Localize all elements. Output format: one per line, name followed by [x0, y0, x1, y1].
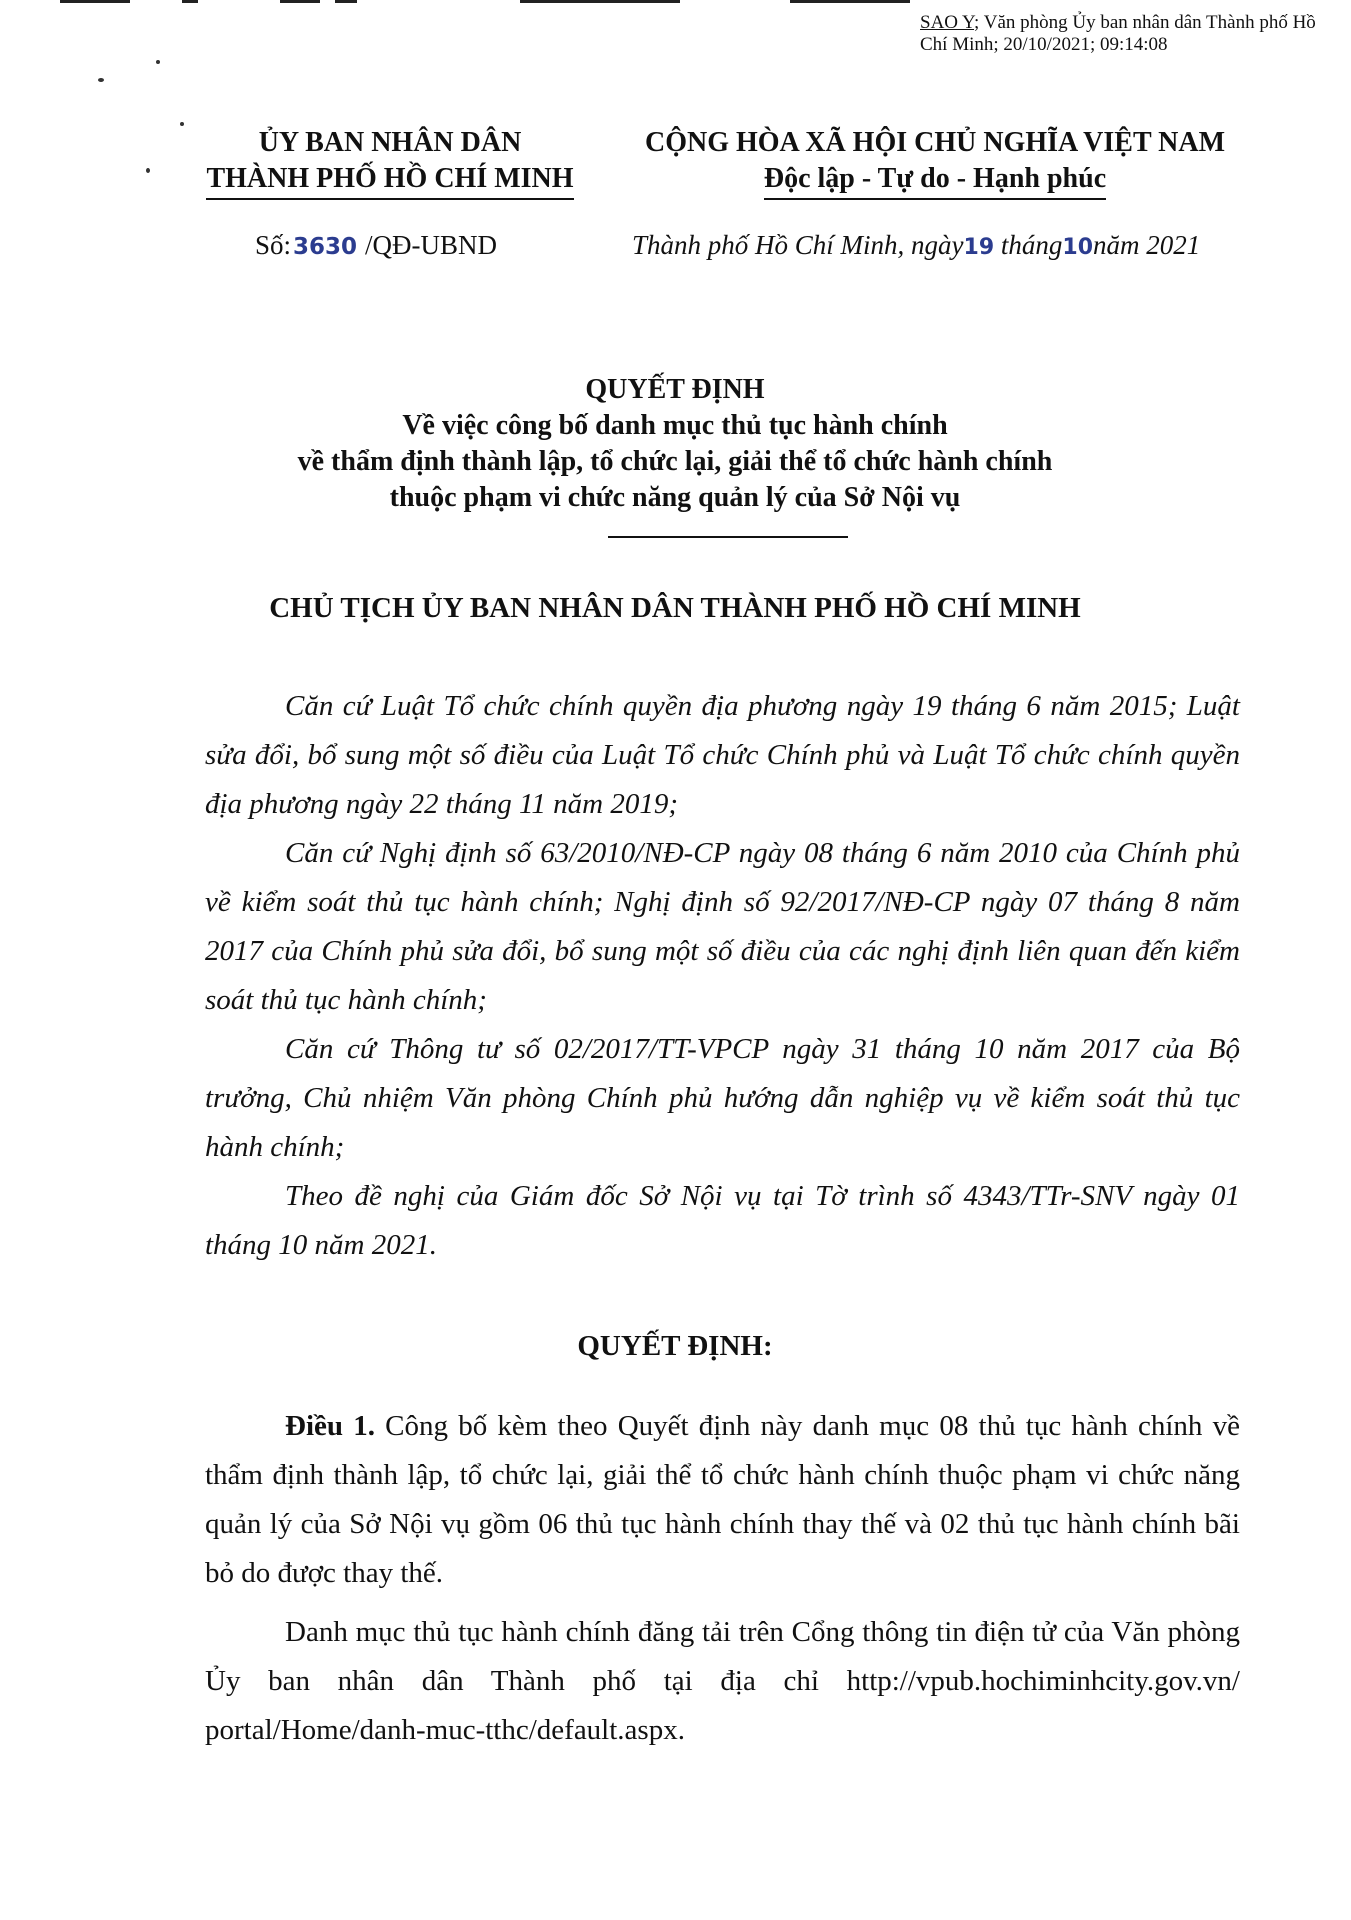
- issue-date-place: Thành phố Hồ Chí Minh, ngày: [632, 230, 964, 260]
- document-number: [255, 230, 497, 261]
- title-line1: Về việc công bố danh mục thủ tục hành chính: [402, 410, 948, 441]
- scan-top-marks: [0, 0, 1351, 6]
- decision-heading: QUYẾT ĐỊNH:: [577, 1330, 773, 1362]
- national-motto: [615, 125, 1255, 200]
- document-number-suffix: /QĐ-UBND: [365, 230, 498, 260]
- scan-speck: [146, 168, 150, 173]
- scan-speck: [98, 78, 104, 82]
- title-line2: về thẩm định thành lập, tổ chức lại, giải thể tổ chức hành chính: [297, 446, 1053, 477]
- preamble-basis-2: Căn cứ Nghị định số 63/2010/NĐ-CP ngày 08 tháng 6 năm 2010 của Chính phủ về kiểm soát thủ tục hành chính; Nghị định số 92/2017/NĐ-CP ngày 07 tháng 8 năm 2017 của Chính phủ sửa đổi, bổ sung một số điều của các nghị định liên quan đến kiểm soát thủ tục hành chính;: [205, 837, 1240, 1016]
- preamble-proposal: Theo đề nghị của Giám đốc Sở Nội vụ tại Tờ trình số 4343/TTr-SNV ngày 01 tháng 10 năm 2021.: [205, 1180, 1240, 1261]
- issue-date-month: 10: [1062, 235, 1094, 260]
- copy-stamp-prefix: SAO Y: [920, 12, 975, 33]
- article-1-para-2: Danh mục thủ tục hành chính đăng tải trên Cổng thông tin điện tử của Văn phòng Ủy ban nhân dân Thành phố tại địa chỉ http://vpub.hochiminhcity.gov.vn/ portal/Home/danh-muc-tthc/default.aspx.: [205, 1616, 1240, 1746]
- issuing-authority: [170, 125, 610, 200]
- article-1-label: Điều 1.: [285, 1410, 375, 1442]
- copy-stamp-text: ; Văn phòng Ủy ban nhân dân Thành phố Hồ Chí Minh; 20/10/2021; 09:14:08: [920, 12, 1316, 55]
- issuing-authority-line1: ỦY BAN NHÂN DÂN: [258, 127, 522, 158]
- scan-speck: [156, 60, 160, 64]
- document-title: [200, 372, 1150, 516]
- preamble-basis-3: Căn cứ Thông tư số 02/2017/TT-VPCP ngày 31 tháng 10 năm 2017 của Bộ trưởng, Chủ nhiệm Văn phòng Chính phủ hướng dẫn nghiệp vụ về kiểm soát thủ tục hành chính;: [205, 1033, 1240, 1163]
- document-number-value: 3630: [293, 234, 358, 260]
- preamble: [205, 682, 1240, 1270]
- article-1-para: [205, 1402, 1240, 1598]
- article-1-text: Công bố kèm theo Quyết định này danh mục 08 thủ tục hành chính về thẩm định thành lập, tổ chức lại, giải thể tổ chức hành chính thuộc phạm vi chức năng quản lý của Sở Nội vụ gồm 06 thủ tục hành chính thay thế và 02 thủ tục hành chính bãi bỏ do được thay thế.: [205, 1410, 1241, 1589]
- issue-date-day: 19: [963, 235, 995, 260]
- issuing-authority-line2: THÀNH PHỐ HỒ CHÍ MINH: [170, 161, 610, 200]
- issue-date: [632, 230, 1200, 261]
- title-divider: [608, 536, 848, 538]
- article-1: [205, 1402, 1240, 1755]
- preamble-basis-1: Căn cứ Luật Tổ chức chính quyền địa phương ngày 19 tháng 6 năm 2015; Luật sửa đổi, bổ sung một số điều của Luật Tổ chức Chính phủ và Luật Tổ chức chính quyền địa phương ngày 22 tháng 11 năm 2019;: [205, 690, 1240, 820]
- issue-date-month-label: tháng: [1000, 230, 1063, 260]
- document-number-label: Số:: [255, 230, 292, 260]
- issue-date-year: năm 2021: [1093, 230, 1201, 260]
- chairman-heading: CHỦ TỊCH ỦY BAN NHÂN DÂN THÀNH PHỐ HỒ CHÍ MINH: [269, 592, 1081, 624]
- title-heading: QUYẾT ĐỊNH: [585, 374, 765, 405]
- title-line3: thuộc phạm vi chức năng quản lý của Sở Nội vụ: [389, 482, 961, 513]
- motto: Độc lập - Tự do - Hạnh phúc: [615, 161, 1255, 200]
- copy-stamp: [920, 12, 1340, 56]
- national-name: CỘNG HÒA XÃ HỘI CHỦ NGHĨA VIỆT NAM: [644, 127, 1226, 158]
